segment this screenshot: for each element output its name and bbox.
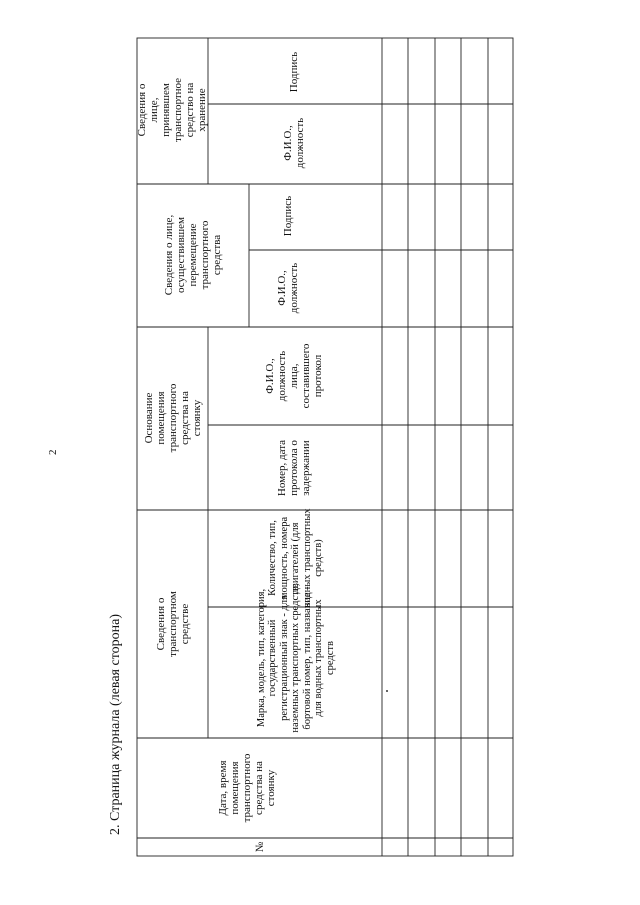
page-caption: 2. Страница журнала (левая сторона) [108,613,123,835]
header-keeper-name: Ф.И.О., должность [281,117,306,169]
header-vehicle-engines: Количество, тип, мощность, номера двигателей (для водных транспортных средств) [267,508,325,608]
page-number: 2 [47,449,59,455]
header-mover-sign: Подпись [281,195,294,237]
header-mover-group: Сведения о лице, осуществившем перемещение транспортного средства [162,214,224,296]
header-protocol: Номер, дата протокола о задержании [275,439,313,497]
header-vehicle-make: Марка, модель, тип, категория, государственный регистрационный знак - для наземных транспортных средств; бортовой номер, тип, название - для водных транспортных средств [255,583,336,733]
header-vehicle-group: Сведения о транспортном средстве [154,591,192,657]
header-no: № [253,841,266,853]
stray-mark [386,690,388,692]
header-keeper-group: Сведения о лице, принявшем транспортное средство на хранение [135,77,209,143]
header-keeper-sign: Подпись [287,51,300,93]
header-date: Дата, время помещения транспортного средства на стоянку [216,753,278,823]
header-mover-name: Ф.И.О., должность [275,262,300,314]
header-officer: Ф.И.О., должность лица, составившего протокол [263,343,325,409]
header-basis-group: Основание помещения транспортного средства на стоянку [142,383,204,453]
